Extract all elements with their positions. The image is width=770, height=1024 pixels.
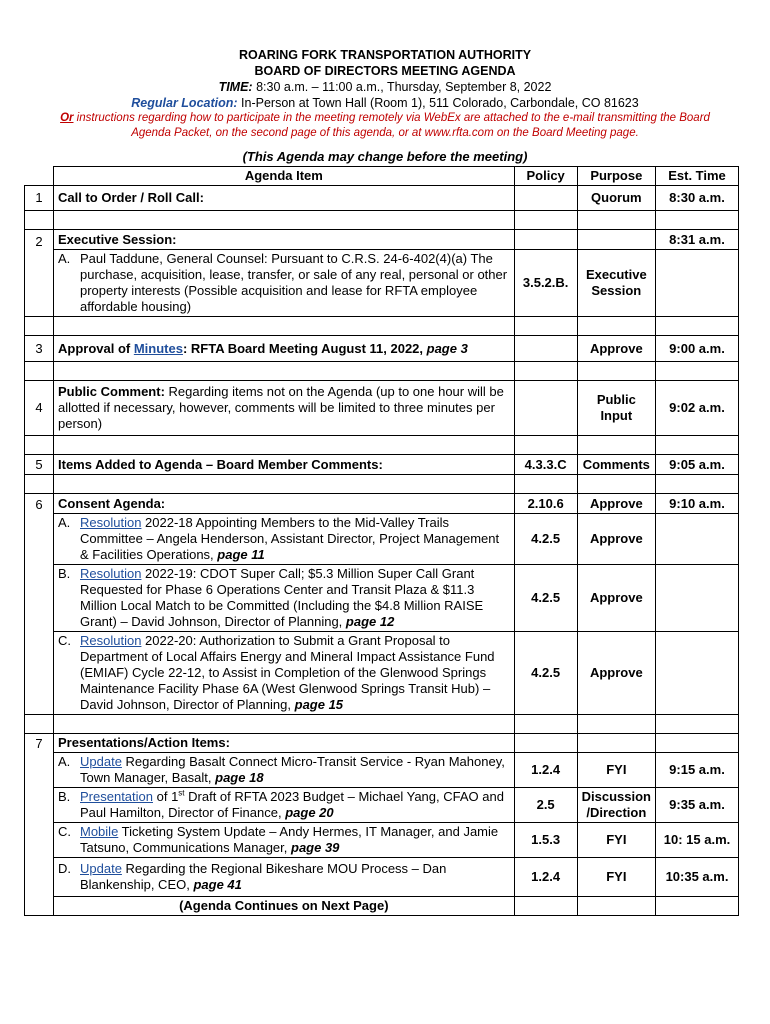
sub-time [656,514,739,565]
item-time [656,734,739,753]
page-ref: page 18 [215,770,264,785]
sub-purpose: Executive Session [577,250,655,317]
item-purpose: Approve [577,494,655,514]
spacer-row [25,362,739,381]
item-time: 8:31 a.m. [656,230,739,250]
item-number: 4 [25,381,54,436]
title-text: : RFTA Board Meeting August 11, 2022, [182,340,427,356]
resolution-link[interactable]: Resolution [80,566,142,581]
agenda-table [24,166,739,916]
table-row [25,250,739,317]
num-header [25,167,54,186]
sub-item [54,565,515,632]
table-row [25,514,739,565]
purpose-header: Purpose [577,167,655,186]
resolution-link[interactable]: Resolution [80,515,142,530]
sub-policy: 3.5.2.B. [514,250,577,317]
sub-policy: 2.5 [514,788,577,823]
item-purpose [577,230,655,250]
item-policy [514,230,577,250]
item-policy [514,336,577,362]
footer-policy [514,897,577,916]
sub-time: 10:35 a.m. [656,858,739,897]
sub-purpose: FYI [577,823,655,858]
sub-time: 9:15 a.m. [656,753,739,788]
item-policy: 2.10.6 [514,494,577,514]
item-title [54,381,515,436]
sub-letter: A. [58,515,71,530]
sub-policy: 1.2.4 [514,858,577,897]
sub-time: 10: 15 a.m. [656,823,739,858]
table-row [25,494,739,514]
item-purpose [577,734,655,753]
update-link[interactable]: Update [80,754,122,769]
item-title: Consent Agenda: [54,494,515,514]
sub-policy: 4.2.5 [514,565,577,632]
location-value: In-Person at Town Hall (Room 1), 511 Colorado, Carbondale, CO 81623 [241,96,639,110]
table-row [25,230,739,250]
sub-text-prefix: of 1 [153,789,179,804]
item-time: 9:10 a.m. [656,494,739,514]
presentation-link[interactable]: Presentation [80,789,153,804]
table-row [25,823,739,858]
meeting-location [0,95,770,111]
sub-time [656,565,739,632]
title-prefix: Approval of [58,340,134,356]
sub-text: 2022-18 Appointing Members to the Mid-Valley Trails Committee – Angela Henderson, Assistant Director, Project Management & Facilities Operations, [80,515,500,562]
sub-letter: A. [58,251,71,266]
table-row [25,753,739,788]
ordinal-suffix: st [178,788,185,798]
item-number: 1 [25,186,54,211]
sub-text: Paul Taddune, General Counsel: Pursuant to C.R.S. 24-6-402(4)(a) The purchase, acquisition, lease, transfer, or sale of any real, personal or other property interests (Possible acquisition and lease for RFTA employee affordable housing) [80,251,508,314]
item-title: Call to Order / Roll Call: [54,186,515,211]
table-row [25,632,739,715]
sub-item [54,753,515,788]
time-value: 8:30 a.m. – 11:00 a.m., Thursday, September 8, 2022 [256,80,552,94]
item-text: Regarding items not on the Agenda (up to one hour will be allotted if necessary, however, comments will be limited to three minutes per person) [58,384,504,431]
item-time: 8:30 a.m. [656,186,739,211]
sub-item [54,858,515,897]
sub-letter: B. [58,566,71,581]
footer-purpose [577,897,655,916]
minutes-link[interactable]: Minutes [133,340,183,356]
item-policy [514,381,577,436]
or-label: Or [60,112,74,124]
item-number: 3 [25,336,54,362]
sub-purpose: Approve [577,565,655,632]
sub-item [54,514,515,565]
table-row [25,336,739,362]
sub-letter: D. [58,861,71,876]
sub-policy: 1.2.4 [514,753,577,788]
table-row [25,897,739,916]
spacer-row [25,436,739,455]
sub-purpose: Approve [577,514,655,565]
remote-instructions [0,111,770,141]
item-purpose: Approve [577,336,655,362]
item-purpose: Quorum [577,186,655,211]
item-number: 7 [25,734,54,916]
table-row [25,734,739,753]
update-link[interactable]: Update [80,861,122,876]
sub-item [54,250,515,317]
sub-item [54,823,515,858]
policy-header: Policy [514,167,577,186]
spacer-row [25,317,739,336]
item-policy: 4.3.3.C [514,455,577,475]
sub-purpose: FYI [577,753,655,788]
item-title: Executive Session: [54,230,515,250]
org-name: ROARING FORK TRANSPORTATION AUTHORITY [238,48,532,62]
sub-text: Draft of RFTA 2023 Budget – Michael Yang, CFAO and Paul Hamilton, Director of Finance, [80,789,504,820]
sub-text: Regarding the Regional Bikeshare MOU Process – Dan Blankenship, CEO, [80,861,447,892]
sub-item [54,632,515,715]
page-ref: page 39 [291,840,340,855]
page-ref: page 15 [294,697,344,712]
sub-time [656,632,739,715]
sub-purpose: Approve [577,632,655,715]
spacer-row [25,475,739,494]
sub-policy: 1.5.3 [514,823,577,858]
item-header: Agenda Item [54,167,515,186]
item-purpose: Comments [577,455,655,475]
sub-policy: 4.2.5 [514,514,577,565]
sub-text: Regarding Basalt Connect Micro-Transit Service - Ryan Mahoney, Town Manager, Basalt, [80,754,505,785]
instructions-text: instructions regarding how to participate in the meeting remotely via WebEx are attached to the e-mail transmitting the Board Agenda Packet, on the second page of this agenda, or at www.rfta.com on the Board Meeting page. [73,112,710,139]
item-number: 6 [25,494,54,715]
sub-policy: 4.2.5 [514,632,577,715]
sub-text: Ticketing System Update – Andy Hermes, IT Manager, and Jamie Tatsuno, Communications Manager, [80,824,499,855]
sub-purpose: FYI [577,858,655,897]
table-row [25,788,739,823]
sub-letter: A. [58,754,71,769]
time-header: Est. Time [656,167,739,186]
table-header-row [25,167,739,186]
table-row [25,381,739,436]
page-ref: page 12 [345,614,395,629]
location-label: Regular Location: [131,96,238,110]
footer-time [656,897,739,916]
item-time: 9:02 a.m. [656,381,739,436]
sub-letter: B. [58,789,71,804]
item-time: 9:05 a.m. [656,455,739,475]
item-purpose: Public Input [577,381,655,436]
item-number: 5 [25,455,54,475]
sub-text: 2022-19: CDOT Super Call; $5.3 Million Super Call Grant Requested for Phase 6 Operations Center and Transit Plaza & $11.3 Million Local Match to be Committed (Including the $4.8 Million RAISE Grant) – David Johnson, Director of Planning, [80,566,484,629]
item-label: Public Comment: [58,384,165,399]
agenda-header [0,47,770,141]
item-title: Items Added to Agenda – Board Member Comments: [54,455,515,475]
agenda-notice: (This Agenda may change before the meeting) [242,149,528,164]
sub-item [54,788,515,823]
spacer-row [25,211,739,230]
table-row [25,186,739,211]
item-title: Presentations/Action Items: [54,734,515,753]
item-time: 9:00 a.m. [656,336,739,362]
item-number: 2 [25,230,54,317]
page-title: BOARD OF DIRECTORS MEETING AGENDA [254,64,516,78]
page-ref: page 41 [193,877,242,892]
sub-purpose: Discussion /Direction [577,788,655,823]
item-policy [514,186,577,211]
mobile-link[interactable]: Mobile [80,824,119,839]
table-row [25,565,739,632]
time-label: TIME: [218,80,253,94]
page-ref: page 3 [426,340,468,356]
page-ref: page 11 [217,547,265,562]
sub-time [656,250,739,317]
table-row [25,858,739,897]
meeting-time [0,79,770,95]
sub-text: 2022-20: Authorization to Submit a Grant Proposal to Department of Local Affairs Energy and Mineral Impact Assistance Fund (EMIAF) Cycle 22-12, to Assist in Completion of the Glenwood Springs Maintenance Facility Phase 6A (West Glenwood Springs Transit Hub) – David Johnson, Director of Planning, [80,633,495,712]
continuation-note: (Agenda Continues on Next Page) [54,897,515,916]
sub-time: 9:35 a.m. [656,788,739,823]
sub-letter: C. [58,824,71,839]
sub-letter: C. [58,633,71,648]
table-row [25,455,739,475]
spacer-row [25,715,739,734]
resolution-link[interactable]: Resolution [80,633,142,648]
item-policy [514,734,577,753]
item-title [54,336,515,362]
page-ref: page 20 [285,805,334,820]
